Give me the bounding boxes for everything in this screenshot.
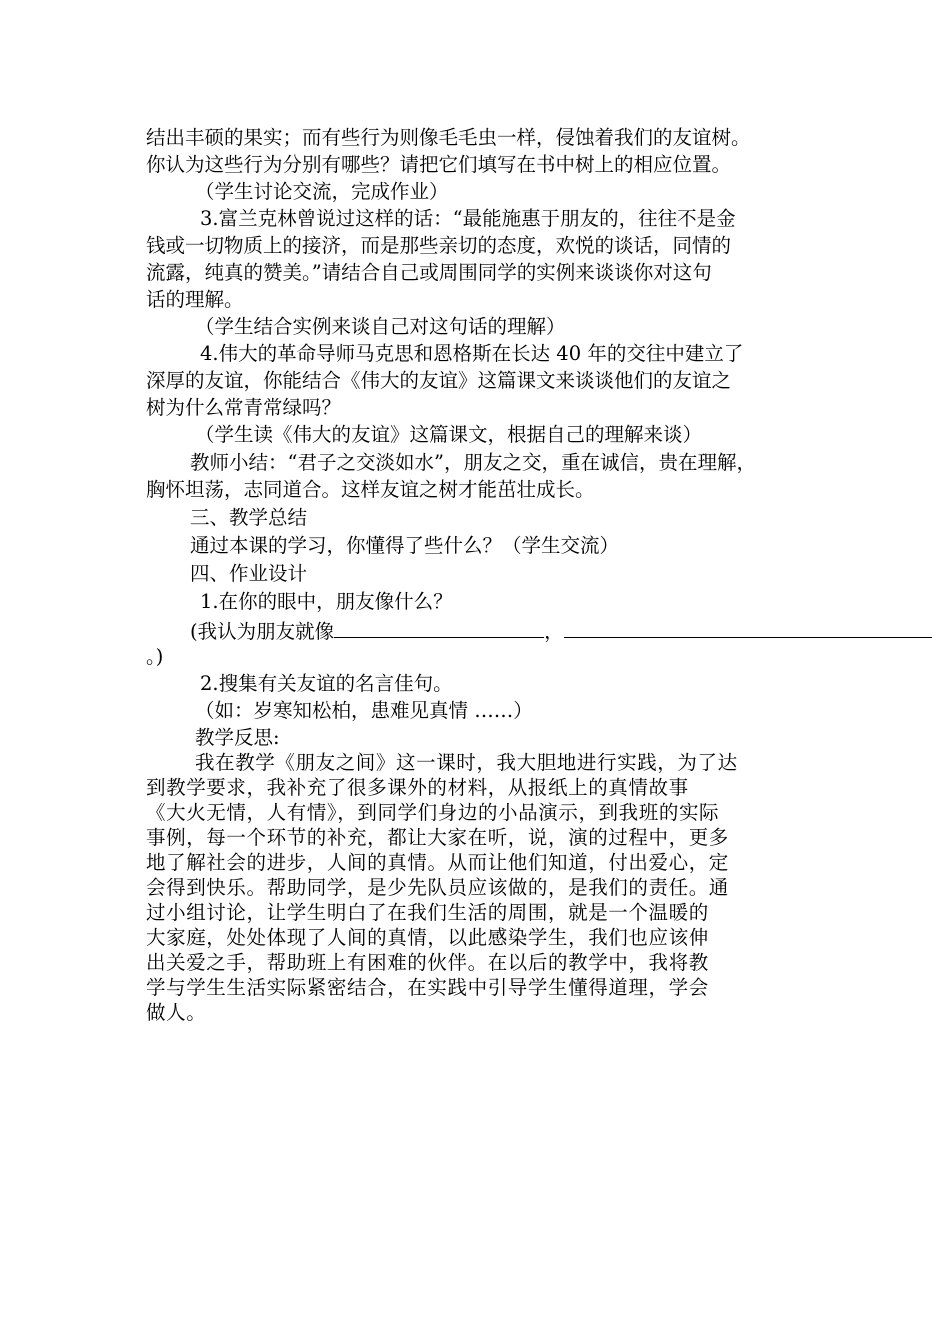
fill-separator: ， bbox=[544, 620, 564, 643]
fill-end: 。) bbox=[146, 645, 164, 668]
answer-blank-2[interactable] bbox=[564, 617, 932, 638]
reflection-line: 我在教学《朋友之间》这一课时，我大胆地进行实践，为了达 bbox=[195, 751, 738, 774]
reflection-line: 出关爱之手，帮助班上有困难的伙伴。在以后的教学中，我将教 bbox=[146, 951, 709, 974]
reflection-line: 到教学要求，我补充了很多课外的材料，从报纸上的真情故事 bbox=[146, 776, 689, 799]
text-line: 3.富兰克林曾说过这样的话：“最能施惠于朋友的，往往不是金 bbox=[200, 207, 736, 230]
reflection-line: 大家庭，处处体现了人间的真情，以此感染学生，我们也应该伸 bbox=[146, 926, 709, 949]
reflection-line: 过小组讨论，让学生明白了在我们生活的周围，就是一个温暖的 bbox=[146, 901, 709, 924]
text-line: 2.搜集有关友谊的名言佳句。 bbox=[200, 672, 453, 695]
text-line: （如：岁寒知松柏，患难见真情 ……） bbox=[195, 699, 533, 722]
answer-blank-1[interactable] bbox=[334, 617, 544, 638]
section-heading: 三、教学总结 bbox=[190, 506, 308, 529]
text-line: 结出丰硕的果实；而有些行为则像毛毛虫一样，侵蚀着我们的友谊树。 bbox=[146, 126, 751, 149]
text-line: 4.伟大的革命导师马克思和恩格斯在长达 40 年的交往中建立了 bbox=[200, 342, 744, 365]
fill-prefix: (我认为朋友就像 bbox=[190, 620, 335, 643]
text-line: 1.在你的眼中，朋友像什么？ bbox=[200, 590, 453, 613]
reflection-line: 事例，每一个环节的补充，都让大家在听，说，演的过程中，更多 bbox=[146, 826, 729, 849]
text-line: 通过本课的学习，你懂得了些什么？（学生交流） bbox=[190, 534, 620, 557]
text-line: 话的理解。 bbox=[146, 288, 244, 311]
reflection-line: 会得到快乐。帮助同学，是少先队员应该做的，是我们的责任。通 bbox=[146, 876, 729, 899]
text-line: （学生结合实例来谈自己对这句话的理解） bbox=[195, 315, 566, 338]
text-line: 树为什么常青常绿吗？ bbox=[146, 396, 342, 419]
text-line: 深厚的友谊，你能结合《伟大的友谊》这篇课文来谈谈他们的友谊之 bbox=[146, 369, 732, 392]
text-line: 流露，纯真的赞美。”请结合自己或周围同学的实例来谈谈你对这句 bbox=[146, 261, 712, 284]
text-line: 你认为这些行为分别有哪些？请把它们填写在书中树上的相应位置。 bbox=[146, 153, 732, 176]
fill-in-line bbox=[190, 617, 950, 643]
reflection-line: 学与学生生活实际紧密结合，在实践中引导学生懂得道理，学会 bbox=[146, 976, 709, 999]
text-line: 胸怀坦荡，志同道合。这样友谊之树才能茁壮成长。 bbox=[146, 478, 595, 501]
reflection-line: 地了解社会的进步，人间的真情。从而让他们知道，付出爱心，定 bbox=[146, 851, 729, 874]
reflection-line: 做人。 bbox=[146, 1001, 207, 1024]
text-line: （学生读《伟大的友谊》这篇课文，根据自己的理解来谈） bbox=[195, 423, 703, 446]
reflection-line: 《大火无情，人有情》，到同学们身边的小品演示，到我班的实际 bbox=[146, 801, 720, 824]
section-heading: 四、作业设计 bbox=[190, 562, 308, 585]
reflection-heading: 教学反思: bbox=[195, 726, 280, 749]
text-line: 钱或一切物质上的接济，而是那些亲切的态度，欢悦的谈话，同情的 bbox=[146, 234, 732, 257]
text-line: （学生讨论交流，完成作业） bbox=[195, 180, 449, 203]
text-line: 教师小结：“君子之交淡如水”，朋友之交，重在诚信，贵在理解， bbox=[190, 451, 756, 474]
